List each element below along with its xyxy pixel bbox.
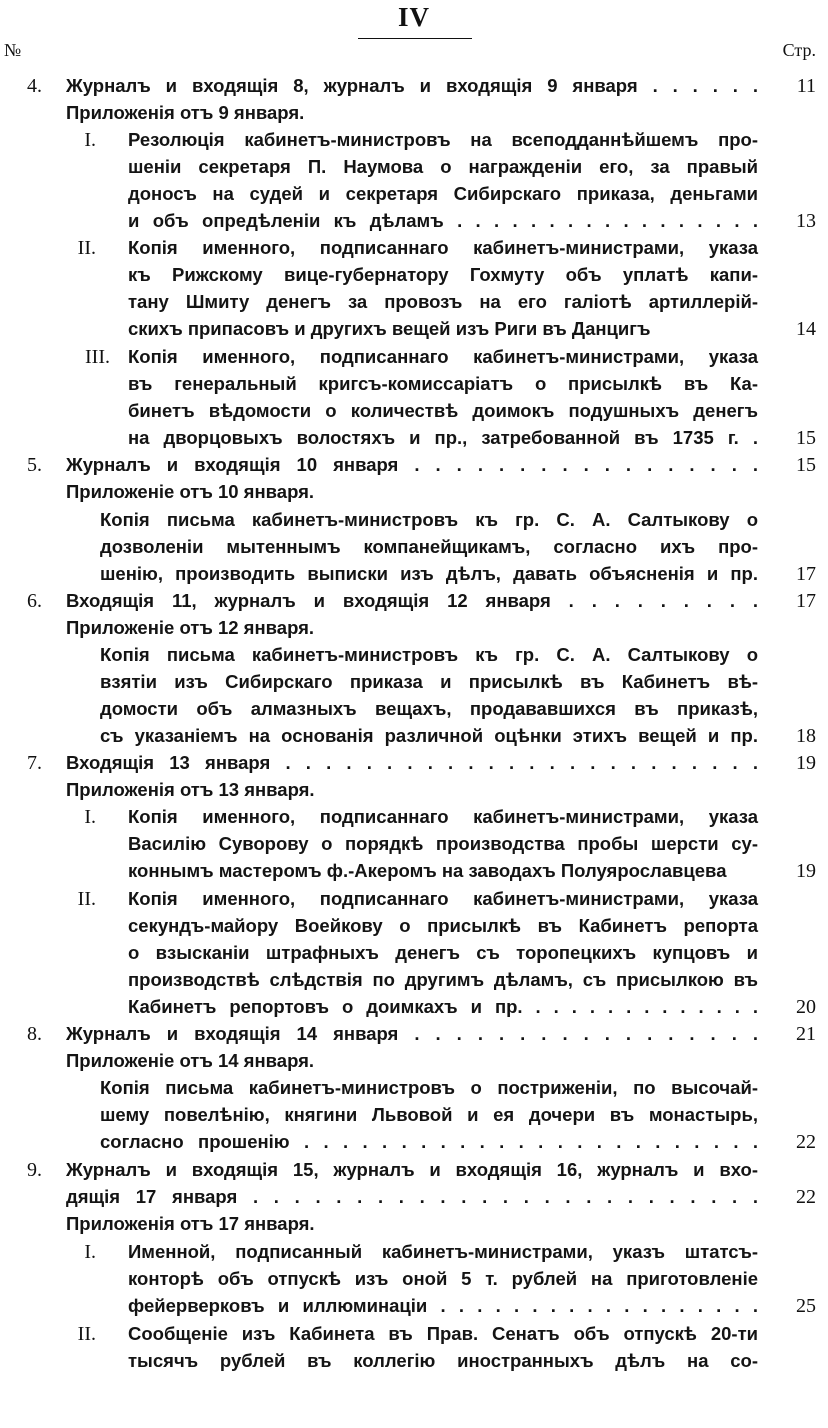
entry-page: 11 xyxy=(796,75,816,97)
entry-line: Приложенія отъ 13 января. xyxy=(66,779,315,800)
entry-number: III. xyxy=(85,346,110,368)
entry-line: Копія письма кабинетъ-министровъ къ гр. С. А. Салтыкову о xyxy=(100,644,758,665)
entry-page: 14 xyxy=(796,318,816,340)
entry-page: 15 xyxy=(796,427,816,449)
entry-line: Входящія 11, журналъ и входящія 12 января . . . . . . . . . xyxy=(66,590,758,611)
entry-line: Приложеніе отъ 14 января. xyxy=(66,1050,315,1071)
entry-line: шеніи секретаря П. Наумова о награжденіи его, за правый xyxy=(128,156,758,177)
entry-page: 17 xyxy=(796,590,816,612)
entry-line: фейерверковъ и иллюминаціи . . . . . . . . . . . . . . . . . . xyxy=(128,1295,758,1316)
entry-line: съ указаніемъ на основанія различной оцѣнки этихъ вещей и пр. xyxy=(100,725,758,746)
entry-line: Именной, подписанный кабинетъ-министрами, указъ штатсъ- xyxy=(128,1241,758,1262)
entry-page: 22 xyxy=(796,1186,816,1208)
entry-line: бинетъ вѣдомости о количествѣ доимокъ подушныхъ денегъ xyxy=(128,400,758,421)
entry-page: 21 xyxy=(796,1023,816,1045)
entry-line: Журналъ и входящія 10 января . . . . . . . . . . . . . . . . . xyxy=(66,454,758,475)
entry-line: Журналъ и входящія 14 января . . . . . . . . . . . . . . . . . xyxy=(66,1023,758,1044)
entry-number: 4. xyxy=(27,75,42,97)
entry-number: I. xyxy=(84,806,96,828)
entry-line: Журналъ и входящія 8, журналъ и входящія 9 января . . . . . . xyxy=(66,75,758,96)
header-rule xyxy=(358,38,472,39)
entry-line: секундъ-майору Воейкову о присылкѣ въ Кабинетъ репорта xyxy=(128,915,758,936)
column-header-page: Стр. xyxy=(782,40,816,60)
entry-line: въ генеральный кригсъ-комиссаріатъ о присылкѣ въ Ка- xyxy=(128,373,758,394)
entry-line: Приложенія отъ 17 января. xyxy=(66,1213,315,1234)
entry-line: Журналъ и входящія 15, журналъ и входящія 16, журналъ и вхо- xyxy=(66,1159,758,1180)
entry-line: Василію Суворову о порядкѣ производства пробы шерсти су- xyxy=(128,833,758,854)
entry-number: 6. xyxy=(27,590,42,612)
entry-line: къ Рижскому вице-губернатору Гохмуту объ уплатѣ капи- xyxy=(128,264,758,285)
column-header-number: № xyxy=(4,40,22,60)
entry-page: 13 xyxy=(796,210,816,232)
entry-number: I. xyxy=(84,1241,96,1263)
entry-line: доносъ на судей и секретаря Сибирскаго приказа, деньгами xyxy=(128,183,758,204)
entry-number: 5. xyxy=(27,454,42,476)
entry-line: конторѣ объ отпускѣ изъ оной 5 т. рублей на приготовленіе xyxy=(128,1268,758,1289)
entry-page: 19 xyxy=(796,752,816,774)
entry-number: 9. xyxy=(27,1159,42,1181)
entry-line: на дворцовыхъ волостяхъ и пр., затребованной въ 1735 г. . xyxy=(128,427,758,448)
entry-line: о взысканіи штрафныхъ денегъ съ торопецкихъ купцовъ и xyxy=(128,942,758,963)
entry-line: Кабинетъ репортовъ о доимкахъ и пр. . . . . . . . . . . . . . xyxy=(128,996,758,1017)
entry-line: шенію, производить выписки изъ дѣлъ, давать объясненія и пр. xyxy=(100,563,758,584)
entry-line: взятіи изъ Сибирскаго приказа и присылкѣ въ Кабинетъ вѣ- xyxy=(100,671,758,692)
entry-line: Сообщеніе изъ Кабинета въ Прав. Сенатъ объ отпускѣ 20-ти xyxy=(128,1323,758,1344)
entry-number: I. xyxy=(84,129,96,151)
entry-line: тану Шмиту денегъ за провозъ на его галіотѣ артиллерій- xyxy=(128,291,758,312)
entry-line: Приложенія отъ 9 января. xyxy=(66,102,305,123)
entry-page: 22 xyxy=(796,1131,816,1153)
entry-line: домости объ алмазныхъ вещахъ, продававшихся въ приказѣ, xyxy=(100,698,758,719)
entry-line: Копія именного, подписаннаго кабинетъ-министрами, указа xyxy=(128,237,758,258)
entry-number: II. xyxy=(77,1323,96,1345)
entry-line: дозволеніи мытеннымъ компанейщикамъ, согласно ихъ про- xyxy=(100,536,758,557)
entry-line: шему повелѣнію, княгини Львовой и ея дочери въ монастырь, xyxy=(100,1104,758,1125)
entry-page: 18 xyxy=(796,725,816,747)
entry-number: II. xyxy=(77,237,96,259)
entry-line: Приложеніе отъ 12 января. xyxy=(66,617,315,638)
entry-line: и объ опредѣленіи къ дѣламъ . . . . . . . . . . . . . . . . . xyxy=(128,210,758,231)
entry-line: дящія 17 января . . . . . . . . . . . . . . . . . . . . . . . . . xyxy=(66,1186,758,1207)
entry-line: тысячъ рублей въ коллегію иностранныхъ дѣлъ на со- xyxy=(128,1350,758,1371)
entry-line: согласно прошенію . . . . . . . . . . . . . . . . . . . . . . . . xyxy=(100,1131,758,1152)
entry-line: Резолюція кабинетъ-министровъ на всеподданнѣйшемъ про- xyxy=(128,129,758,150)
entry-line: Приложеніе отъ 10 января. xyxy=(66,481,315,502)
entry-page: 19 xyxy=(796,860,816,882)
entry-line: скихъ припасовъ и другихъ вещей изъ Риги въ Данцигъ xyxy=(128,318,651,339)
entry-page: 15 xyxy=(796,454,816,476)
entry-line: Копія именного, подписаннаго кабинетъ-министрами, указа xyxy=(128,806,758,827)
entry-line: Копія письма кабинетъ-министровъ о постриженіи, по высочай- xyxy=(100,1077,758,1098)
entry-line: производствѣ слѣдствія по другимъ дѣламъ, съ присылкою въ xyxy=(128,969,758,990)
entry-page: 17 xyxy=(796,563,816,585)
entry-page: 20 xyxy=(796,996,816,1018)
entry-line: коннымъ мастеромъ ф.-Акеромъ на заводахъ Полуярославцева xyxy=(128,860,727,881)
entry-number: 8. xyxy=(27,1023,42,1045)
entry-line: Входящія 13 января . . . . . . . . . . . . . . . . . . . . . . . . xyxy=(66,752,758,773)
entry-line: Копія именного, подписаннаго кабинетъ-министрами, указа xyxy=(128,888,758,909)
page-number-roman: IV xyxy=(397,2,430,32)
entry-number: 7. xyxy=(27,752,42,774)
entry-number: II. xyxy=(77,888,96,910)
entry-page: 25 xyxy=(796,1295,816,1317)
entry-line: Копія именного, подписаннаго кабинетъ-министрами, указа xyxy=(128,346,758,367)
entry-line: Копія письма кабинетъ-министровъ къ гр. С. А. Салтыкову о xyxy=(100,509,758,530)
